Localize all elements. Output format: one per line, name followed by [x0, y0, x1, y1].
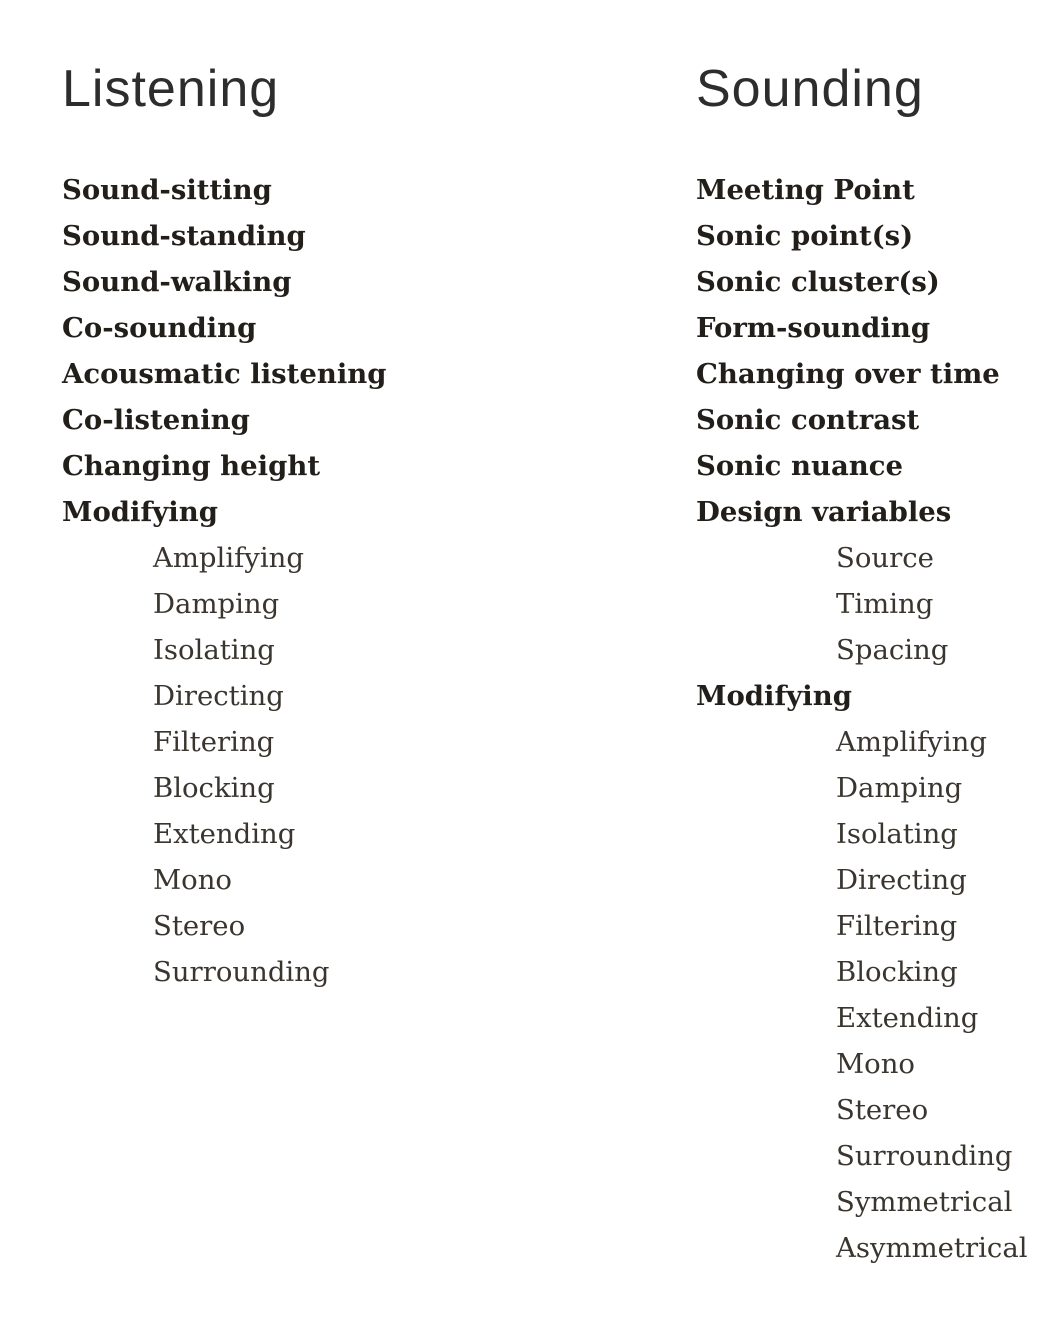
term-item: Design variables: [696, 496, 952, 528]
sub-term-item: Surrounding: [153, 956, 330, 988]
term-item: Sonic point(s): [696, 220, 914, 252]
term-item: Form-sounding: [696, 312, 931, 344]
sub-term-item: Extending: [836, 1002, 979, 1034]
term-item: Sonic cluster(s): [696, 266, 940, 298]
sub-term-item: Blocking: [153, 772, 275, 804]
sub-term-item: Spacing: [836, 634, 949, 666]
sub-term-item: Isolating: [836, 818, 958, 850]
term-item: Meeting Point: [696, 174, 915, 206]
sub-term-item: Surrounding: [836, 1140, 1013, 1172]
term-item: Modifying: [696, 680, 852, 712]
listening-list: [62, 167, 532, 995]
sub-term-item: Source: [836, 542, 934, 574]
term-item: Changing height: [62, 450, 321, 482]
sub-term-item: Mono: [836, 1048, 915, 1080]
sub-term-item: Symmetrical: [836, 1186, 1013, 1218]
sub-term-item: Isolating: [153, 634, 275, 666]
term-item: Modifying: [62, 496, 218, 528]
sub-term-item: Stereo: [836, 1094, 929, 1126]
sub-term-item: Blocking: [836, 956, 958, 988]
sub-term-item: Amplifying: [836, 726, 987, 758]
sub-term-item: Filtering: [836, 910, 958, 942]
sub-term-item: Damping: [836, 772, 963, 804]
term-item: Sonic nuance: [696, 450, 904, 482]
sub-term-item: Directing: [153, 680, 284, 712]
term-item: Sound-sitting: [62, 174, 272, 206]
listening-title: Listening: [62, 60, 280, 118]
sub-term-item: Stereo: [153, 910, 246, 942]
term-item: Sonic contrast: [696, 404, 920, 436]
term-item: Sound-walking: [62, 266, 292, 298]
term-item: Co-listening: [62, 404, 250, 436]
sounding-title: Sounding: [696, 60, 924, 118]
sub-term-item: Damping: [153, 588, 280, 620]
sounding-list: [696, 167, 1062, 1271]
sub-term-item: Timing: [836, 588, 934, 620]
sub-term-item: Mono: [153, 864, 232, 896]
term-item: Sound-standing: [62, 220, 306, 252]
sub-term-item: Extending: [153, 818, 296, 850]
sub-term-item: Amplifying: [153, 542, 304, 574]
sub-term-item: Asymmetrical: [836, 1232, 1028, 1264]
sub-term-item: Filtering: [153, 726, 275, 758]
term-item: Acousmatic listening: [62, 358, 387, 390]
term-item: Co-sounding: [62, 312, 257, 344]
sub-term-item: Directing: [836, 864, 967, 896]
term-item: Changing over time: [696, 358, 1000, 390]
